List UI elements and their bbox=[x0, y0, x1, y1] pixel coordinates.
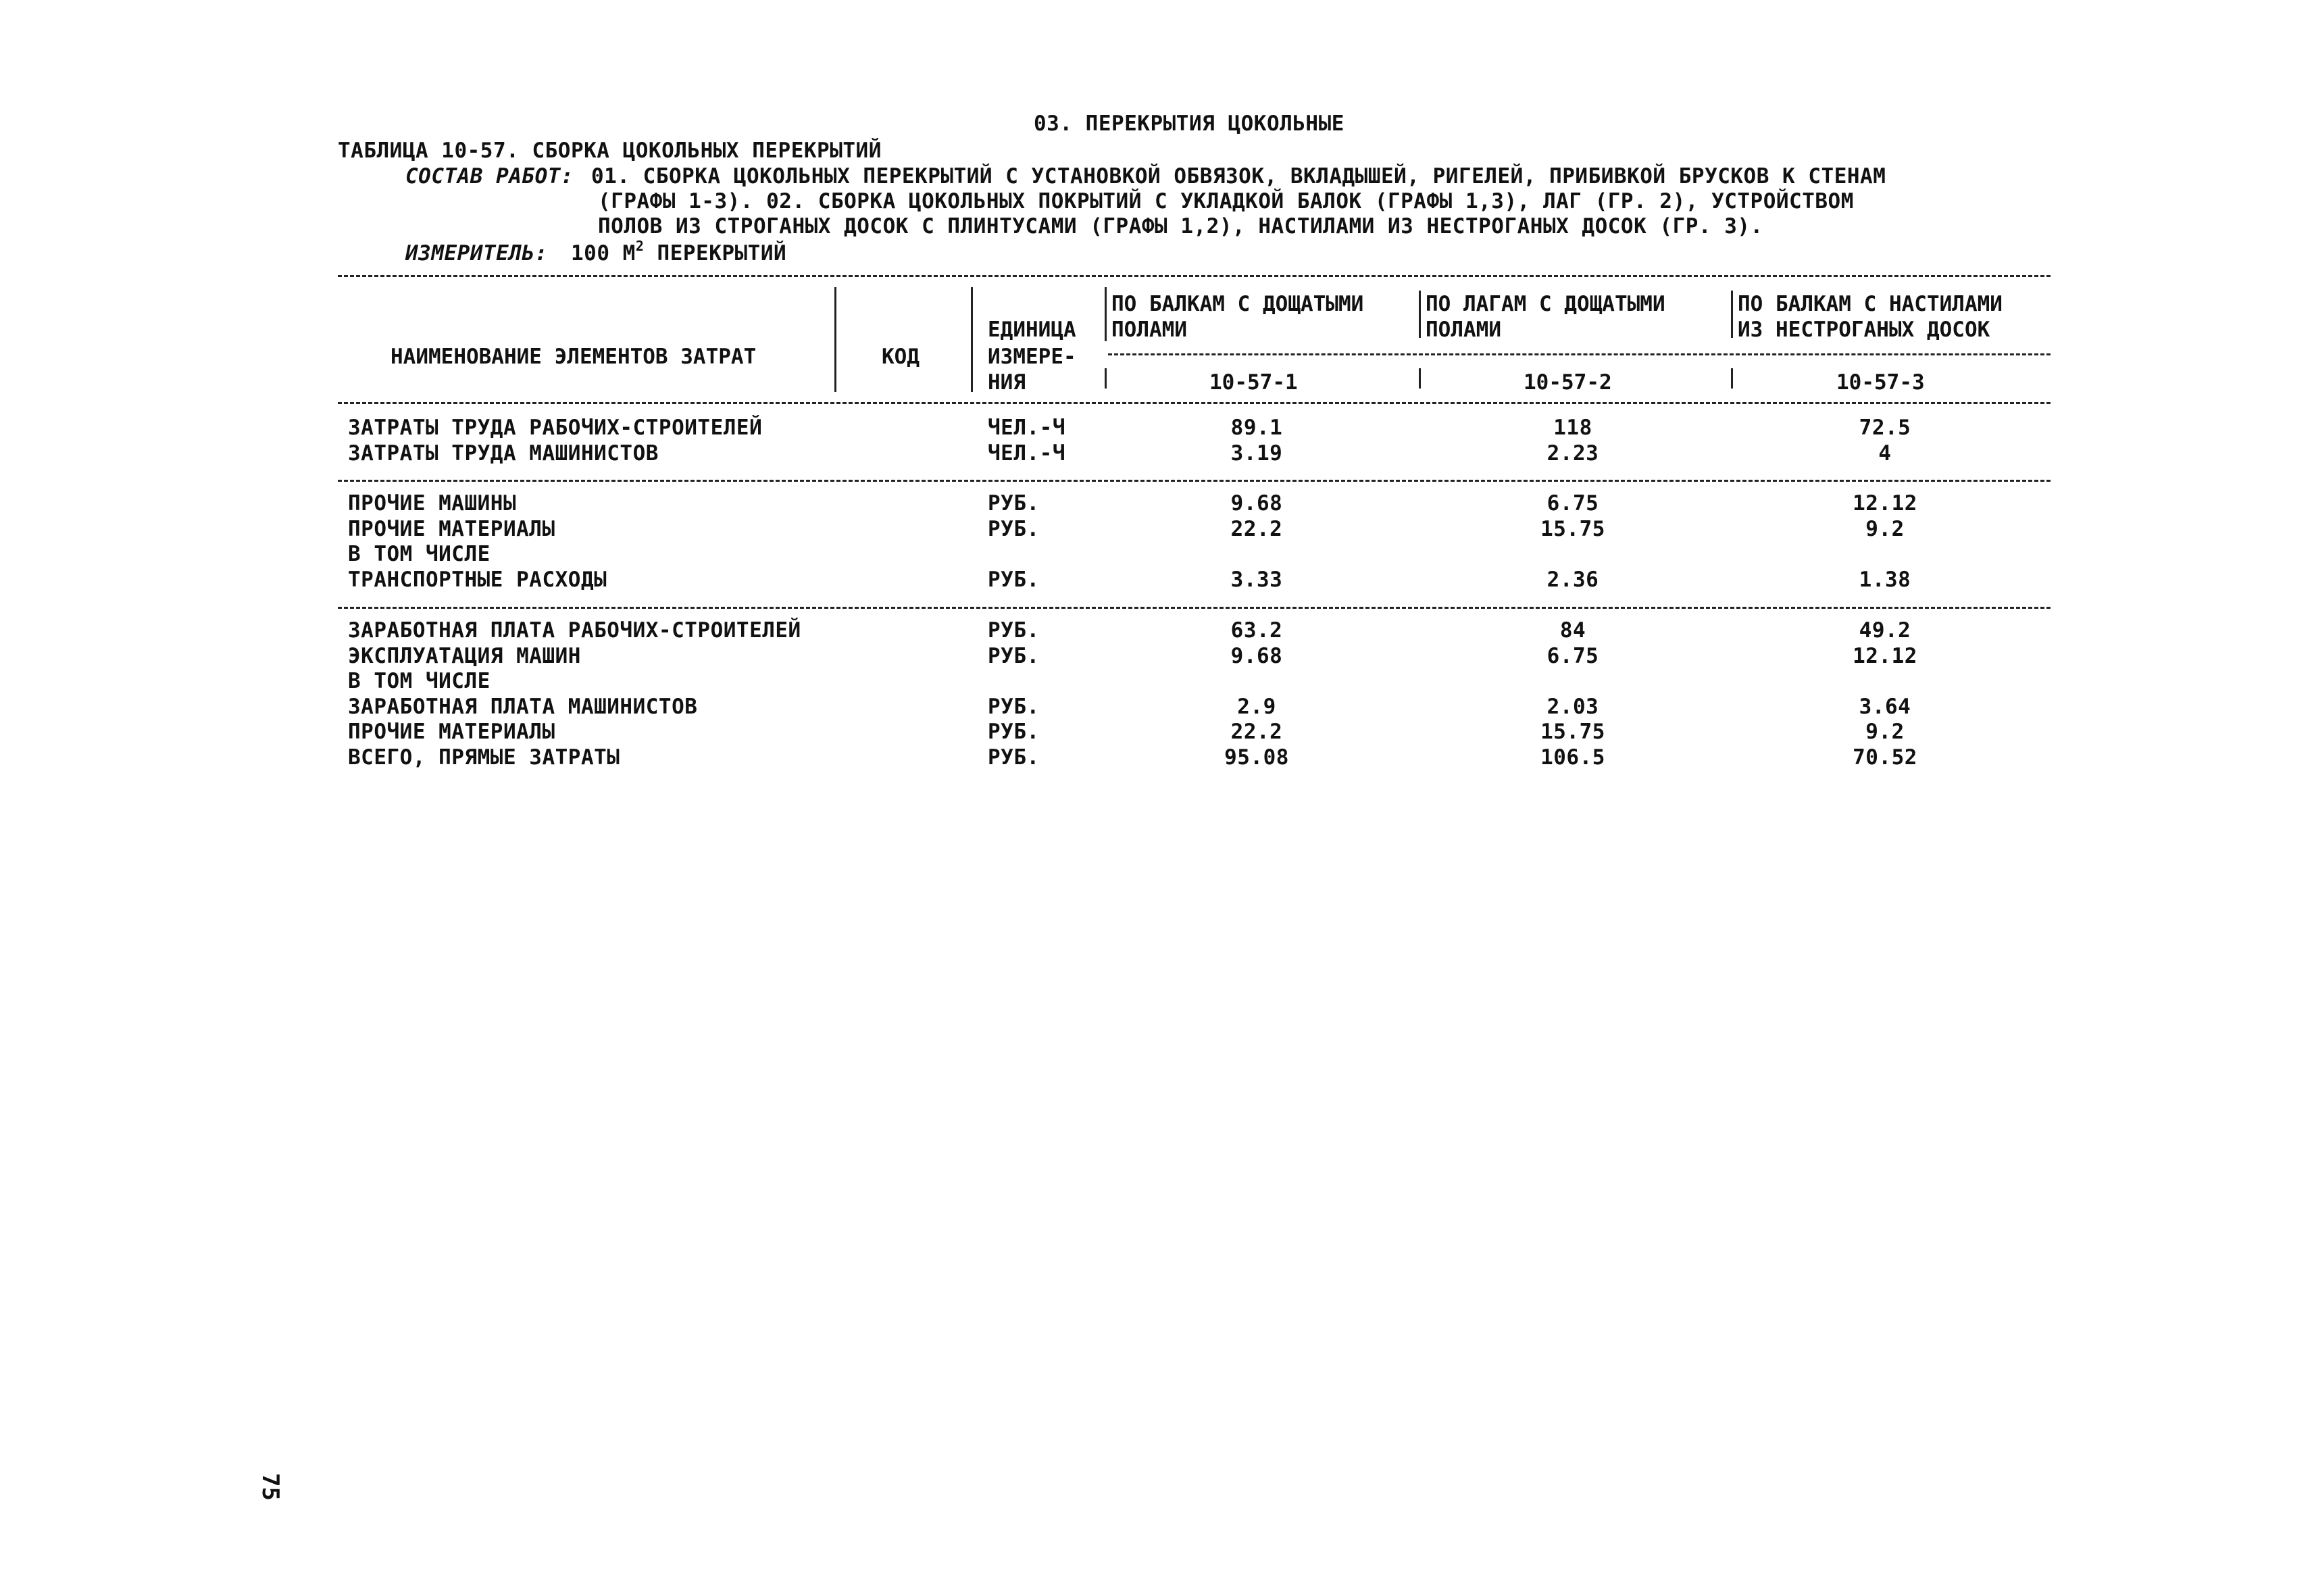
row-value-col1: 9.68 bbox=[1230, 643, 1283, 668]
header-col1-line-2: ПОЛАМИ bbox=[1111, 318, 1187, 342]
row-value-col1: 89.1 bbox=[1230, 416, 1283, 440]
rule-top bbox=[338, 275, 2051, 277]
row-value-col3: 4 bbox=[1878, 441, 1892, 466]
row-value-col2: 2.36 bbox=[1546, 567, 1599, 592]
row-value-col3: 3.64 bbox=[1859, 694, 1911, 719]
row-unit: РУБ. bbox=[988, 491, 1040, 516]
row-value-col3: 9.2 bbox=[1865, 720, 1905, 744]
header-divider-code bbox=[971, 287, 973, 392]
header-unit-line-3: НИЯ bbox=[988, 370, 1026, 395]
header-name: НАИМЕНОВАНИЕ ЭЛЕМЕНТОВ ЗАТРАТ bbox=[391, 345, 757, 369]
header-col3-line-2: ИЗ НЕСТРОГАНЫХ ДОСОК bbox=[1738, 318, 1990, 342]
header-divider-col3-top bbox=[1731, 291, 1733, 338]
header-code: КОД bbox=[882, 345, 920, 369]
row-name: ЗАТРАТЫ ТРУДА РАБОЧИХ-СТРОИТЕЛЕЙ bbox=[348, 416, 763, 440]
row-unit: РУБ. bbox=[988, 643, 1040, 668]
header-unit-line-2: ИЗМЕРЕ- bbox=[988, 345, 1076, 369]
row-name: ПРОЧИЕ МАШИНЫ bbox=[348, 491, 517, 516]
header-code-3: 10-57-3 bbox=[1836, 370, 1925, 395]
row-value-col3: 72.5 bbox=[1859, 416, 1911, 440]
header-col2-line-1: ПО ЛАГАМ С ДОЩАТЫМИ bbox=[1426, 292, 1665, 316]
header-divider-unit-bottom bbox=[1105, 368, 1107, 389]
header-code-1: 10-57-1 bbox=[1209, 370, 1298, 395]
row-unit: ЧЕЛ.-Ч bbox=[988, 441, 1065, 466]
row-name: ПРОЧИЕ МАТЕРИАЛЫ bbox=[348, 720, 555, 744]
header-divider-unit-top bbox=[1105, 287, 1107, 341]
row-value-col2: 15.75 bbox=[1540, 720, 1605, 744]
row-value-col3: 1.38 bbox=[1859, 567, 1911, 592]
row-value-col1: 95.08 bbox=[1224, 745, 1289, 770]
row-unit: ЧЕЛ.-Ч bbox=[988, 416, 1065, 440]
row-value-col2: 6.75 bbox=[1546, 491, 1599, 516]
row-value-col2: 84 bbox=[1559, 618, 1586, 643]
rule-group-1 bbox=[338, 480, 2051, 482]
row-value-col1: 9.68 bbox=[1230, 491, 1283, 516]
row-name: ЗАРАБОТНАЯ ПЛАТА МАШИНИСТОВ bbox=[348, 694, 698, 719]
row-value-col3: 49.2 bbox=[1859, 618, 1911, 643]
composition-label: СОСТАВ РАБОТ: bbox=[405, 164, 574, 189]
row-unit: РУБ. bbox=[988, 745, 1040, 770]
row-value-col3: 70.52 bbox=[1853, 745, 1917, 770]
measure-value-post: ПЕРЕКРЫТИЙ bbox=[644, 241, 787, 266]
header-divider-name bbox=[834, 287, 836, 392]
row-value-col3: 12.12 bbox=[1853, 643, 1917, 668]
header-unit-line-1: ЕДИНИЦА bbox=[988, 318, 1076, 342]
rule-header-split bbox=[1108, 353, 2051, 355]
row-name: ТРАНСПОРТНЫЕ РАСХОДЫ bbox=[348, 567, 607, 592]
composition-line-2: (ГРАФЫ 1-3). 02. СБОРКА ЦОКОЛЬНЫХ ПОКРЫТИЙ С УКЛАДКОЙ БАЛОК (ГРАФЫ 1,3), ЛАГ (ГР. 2), УСТРОЙСТВОМ bbox=[598, 189, 1854, 214]
row-value-col1: 22.2 bbox=[1230, 720, 1283, 744]
row-value-col1: 63.2 bbox=[1230, 618, 1283, 643]
row-value-col2: 2.03 bbox=[1546, 694, 1599, 719]
row-unit: РУБ. bbox=[988, 516, 1040, 541]
row-name: ВСЕГО, ПРЯМЫЕ ЗАТРАТЫ bbox=[348, 745, 620, 770]
row-value-col2: 118 bbox=[1553, 416, 1592, 440]
row-value-col2: 106.5 bbox=[1540, 745, 1605, 770]
page-number: 75 bbox=[257, 1473, 284, 1501]
composition-line-1: 01. СБОРКА ЦОКОЛЬНЫХ ПЕРЕКРЫТИЙ С УСТАНОВКОЙ ОБВЯЗОК, ВКЛАДЫШЕЙ, РИГЕЛЕЙ, ПРИБИВКОЙ БРУСКОВ К СТЕНАМ bbox=[591, 164, 1886, 189]
rule-header-bottom bbox=[338, 402, 2051, 404]
row-value-col2: 15.75 bbox=[1540, 516, 1605, 541]
row-value-col1: 2.9 bbox=[1237, 694, 1276, 719]
row-value-col1: 3.19 bbox=[1230, 441, 1283, 466]
row-name: ЗАРАБОТНАЯ ПЛАТА РАБОЧИХ-СТРОИТЕЛЕЙ bbox=[348, 618, 801, 643]
row-value-col3: 9.2 bbox=[1865, 516, 1905, 541]
header-code-2: 10-57-2 bbox=[1524, 370, 1612, 395]
section-title: 03. ПЕРЕКРЫТИЯ ЦОКОЛЬНЫЕ bbox=[1034, 111, 1344, 136]
header-divider-col2-bottom bbox=[1419, 368, 1421, 389]
measure-value bbox=[571, 238, 787, 266]
rule-group-2 bbox=[338, 607, 2051, 609]
header-col1-line-1: ПО БАЛКАМ С ДОЩАТЫМИ bbox=[1111, 292, 1364, 316]
composition-line-3: ПОЛОВ ИЗ СТРОГАНЫХ ДОСОК С ПЛИНТУСАМИ (ГРАФЫ 1,2), НАСТИЛАМИ ИЗ НЕСТРОГАНЫХ ДОСОК (ГР. 3). bbox=[598, 214, 1763, 239]
row-value-col1: 22.2 bbox=[1230, 516, 1283, 541]
measure-superscript: 2 bbox=[635, 238, 645, 254]
row-value-col1: 3.33 bbox=[1230, 567, 1283, 592]
row-unit: РУБ. bbox=[988, 618, 1040, 643]
row-name: ЭКСПЛУАТАЦИЯ МАШИН bbox=[348, 643, 581, 668]
row-unit: РУБ. bbox=[988, 720, 1040, 744]
row-unit: РУБ. bbox=[988, 694, 1040, 719]
row-value-col2: 6.75 bbox=[1546, 643, 1599, 668]
row-value-col3: 12.12 bbox=[1853, 491, 1917, 516]
measure-label: ИЗМЕРИТЕЛЬ: bbox=[405, 241, 548, 266]
row-name: В ТОМ ЧИСЛЕ bbox=[348, 542, 491, 566]
header-divider-col2-top bbox=[1419, 291, 1421, 338]
row-unit: РУБ. bbox=[988, 567, 1040, 592]
header-col3-line-1: ПО БАЛКАМ С НАСТИЛАМИ bbox=[1738, 292, 2003, 316]
row-name: ЗАТРАТЫ ТРУДА МАШИНИСТОВ bbox=[348, 441, 659, 466]
table-title: ТАБЛИЦА 10-57. СБОРКА ЦОКОЛЬНЫХ ПЕРЕКРЫТИЙ bbox=[338, 139, 882, 163]
row-value-col2: 2.23 bbox=[1546, 441, 1599, 466]
measure-value-pre: 100 М bbox=[571, 241, 636, 266]
header-col2-line-2: ПОЛАМИ bbox=[1426, 318, 1501, 342]
header-divider-col3-bottom bbox=[1731, 368, 1733, 389]
row-name: ПРОЧИЕ МАТЕРИАЛЫ bbox=[348, 516, 555, 541]
row-name: В ТОМ ЧИСЛЕ bbox=[348, 669, 491, 693]
